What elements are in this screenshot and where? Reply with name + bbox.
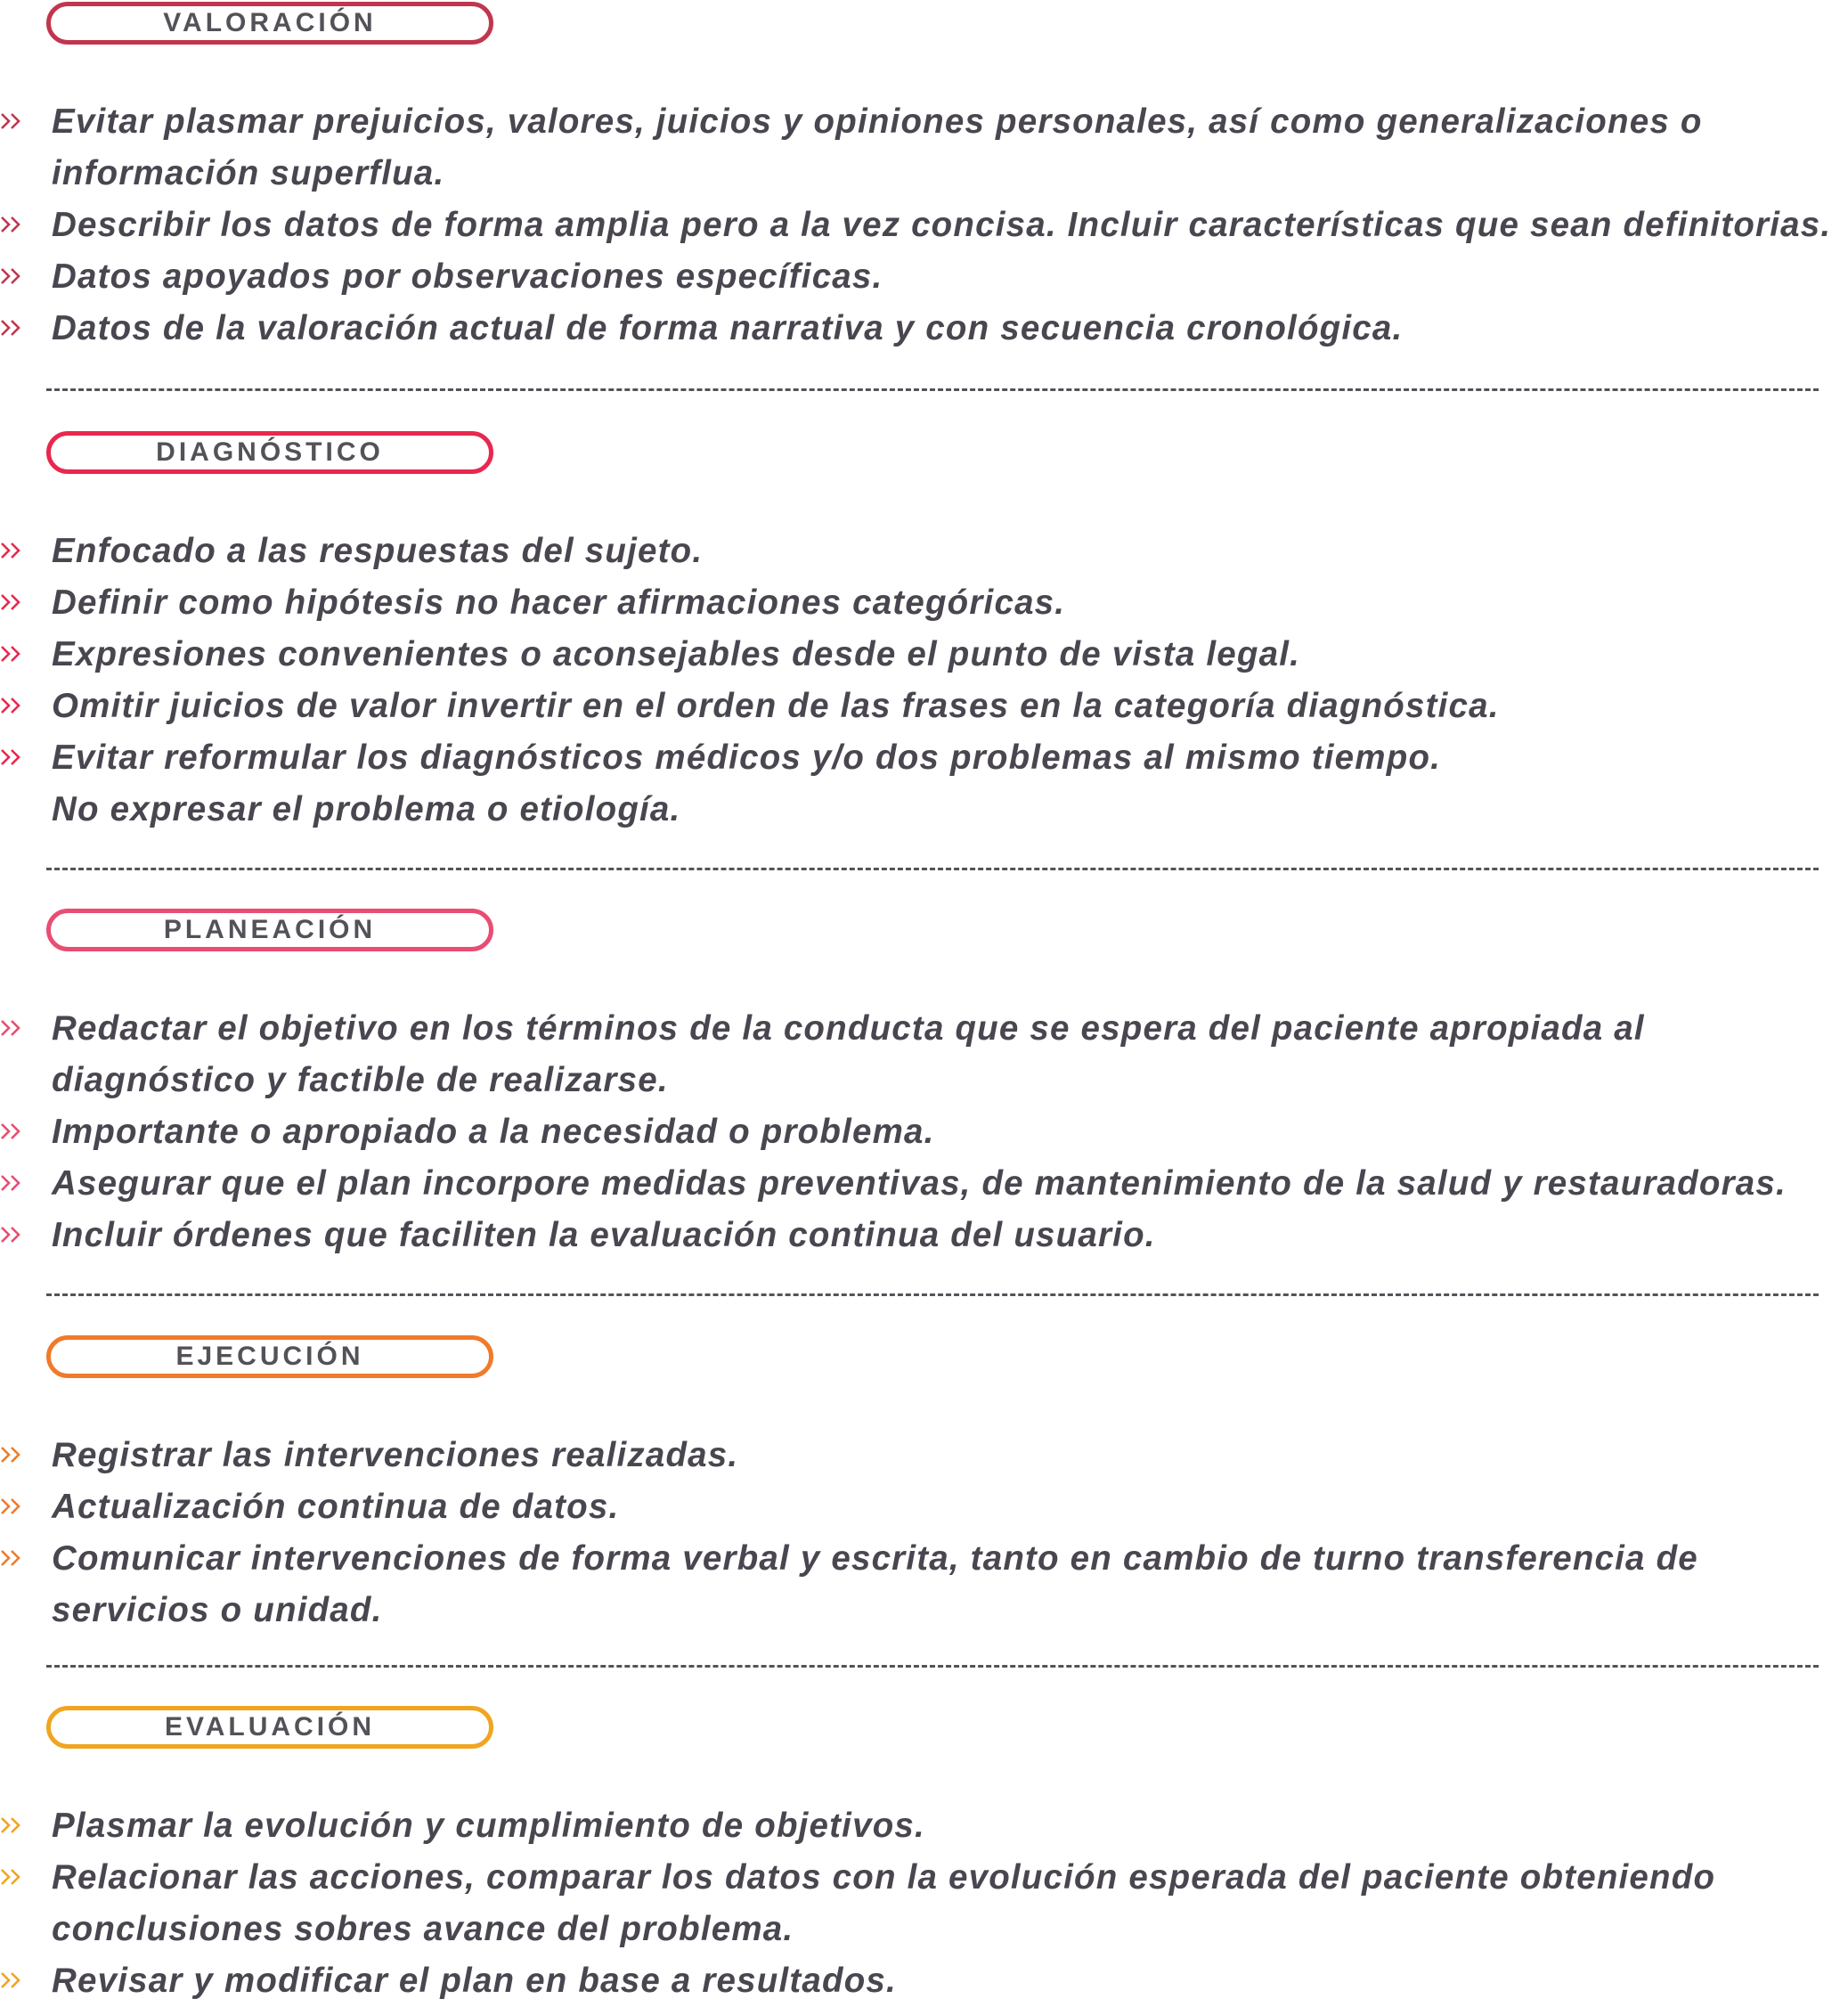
list-item [0,1430,1848,1481]
list-item-text: Evitar plasmar prejuicios, valores, juicios y opiniones personales, así como generalizaciones o información superflua. [52,102,1703,192]
list-item [0,629,1848,681]
list-item-text: Registrar las intervenciones realizadas. [52,1436,739,1474]
list-item-text: Asegurar que el plan incorpore medidas preventivas, de mantenimiento de la salud y restauradoras. [52,1164,1787,1203]
bullet-list-planeacion [0,1003,1848,1261]
double-chevron-right-icon [0,1445,30,1464]
double-chevron-right-icon [0,1018,30,1038]
double-chevron-right-icon [0,644,30,664]
list-item [0,1158,1848,1210]
list-item-text: Incluir órdenes que faciliten la evaluación continua del usuario. [52,1216,1156,1254]
list-item [0,1800,1848,1852]
double-chevron-right-icon [0,1122,30,1141]
bullet-list-diagnostico [0,526,1848,836]
list-item-text: Describir los datos de forma amplia pero a la vez concisa. Incluir características que sean definitorias. [52,206,1832,244]
list-item-text: Evitar reformular los diagnósticos médicos y/o dos problemas al mismo tiempo. No expresar el problema o etiología. [52,738,1442,828]
section-title-planeacion: PLANEACIÓN [46,909,493,951]
section-title-evaluacion: EVALUACIÓN [46,1706,493,1749]
list-item [0,681,1848,732]
list-item-text: Redactar el objetivo en los términos de la conducta que se espera del paciente apropiada al diagnóstico y factible de realizarse. [52,1009,1645,1099]
bullet-list-ejecucion [0,1430,1848,1636]
double-chevron-right-icon [0,696,30,715]
list-item [0,1852,1848,1955]
double-chevron-right-icon [0,266,30,286]
list-item [0,1481,1848,1533]
list-item-text: Comunicar intervenciones de forma verbal y escrita, tanto en cambio de turno transferencia de servicios o unidad. [52,1539,1698,1629]
double-chevron-right-icon [0,1815,30,1835]
list-item [0,526,1848,577]
double-chevron-right-icon [0,318,30,338]
list-item [0,1533,1848,1636]
double-chevron-right-icon [0,747,30,767]
bullet-list-evaluacion [0,1800,1848,2007]
list-item [0,1003,1848,1106]
list-item-text: Relacionar las acciones, comparar los datos con la evolución esperada del paciente obteniendo conclusiones sobres avance del problema. [52,1858,1716,1948]
list-item-text: Datos apoyados por observaciones específicas. [52,257,883,296]
list-item-text: Revisar y modificar el plan en base a resultados. [52,1962,897,2000]
list-item [0,1106,1848,1158]
list-item-text: Omitir juicios de valor invertir en el orden de las frases en la categoría diagnóstica. [52,687,1500,725]
bullet-list-valoracion [0,96,1848,355]
section-title-diagnostico: DIAGNÓSTICO [46,431,493,474]
section-divider [46,388,1819,391]
section-divider [46,868,1819,870]
list-item [0,732,1848,836]
list-item [0,200,1848,251]
section-title-ejecucion: EJECUCIÓN [46,1335,493,1378]
list-item-text: Actualización continua de datos. [52,1488,620,1526]
double-chevron-right-icon [0,1497,30,1516]
list-item [0,303,1848,355]
double-chevron-right-icon [0,541,30,560]
list-item-text: Importante o apropiado a la necesidad o problema. [52,1113,935,1151]
section-title-valoracion: VALORACIÓN [46,2,493,45]
double-chevron-right-icon [0,111,30,131]
double-chevron-right-icon [0,1225,30,1244]
double-chevron-right-icon [0,592,30,612]
list-item-text: Enfocado a las respuestas del sujeto. [52,532,704,570]
list-item [0,251,1848,303]
section-divider [46,1665,1819,1668]
list-item [0,577,1848,629]
list-item [0,1955,1848,2007]
list-item-text: Datos de la valoración actual de forma narrativa y con secuencia cronológica. [52,309,1404,347]
double-chevron-right-icon [0,1173,30,1193]
list-item-text: Plasmar la evolución y cumplimiento de objetivos. [52,1807,925,1845]
list-item [0,1210,1848,1261]
double-chevron-right-icon [0,1970,30,1990]
list-item-text: Definir como hipótesis no hacer afirmaciones categóricas. [52,583,1066,622]
double-chevron-right-icon [0,1867,30,1887]
list-item-text: Expresiones convenientes o aconsejables desde el punto de vista legal. [52,635,1301,673]
section-divider [46,1293,1819,1296]
double-chevron-right-icon [0,215,30,234]
double-chevron-right-icon [0,1548,30,1568]
list-item [0,96,1848,200]
